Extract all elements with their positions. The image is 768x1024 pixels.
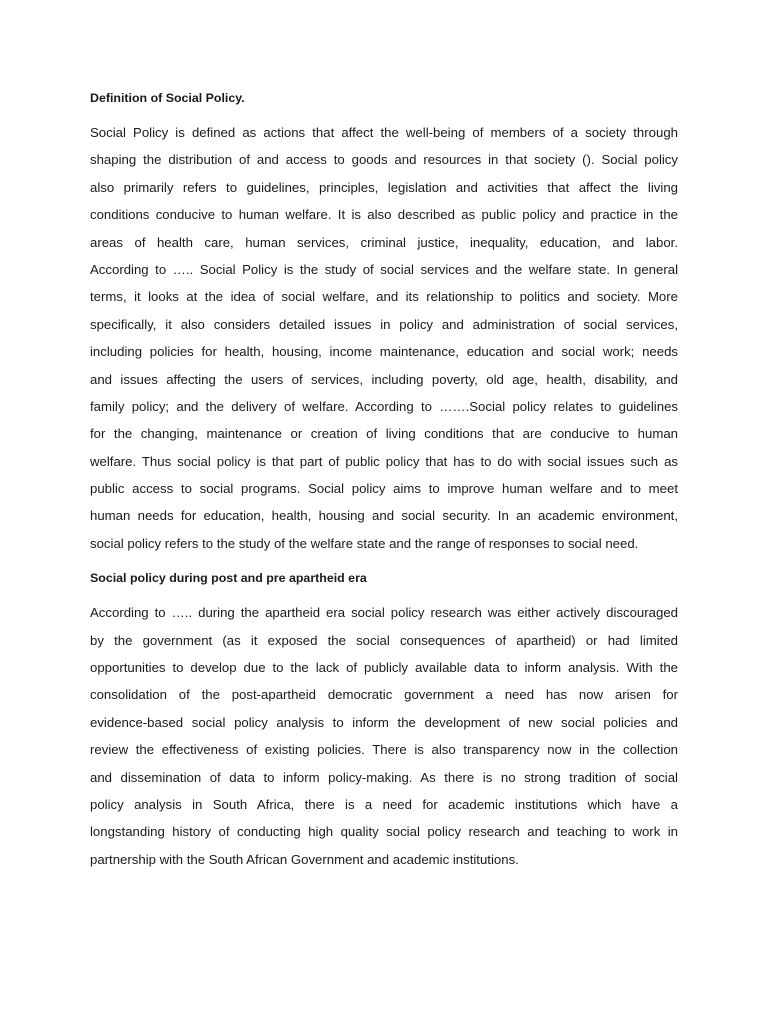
text-line: Social Policy is defined as actions that affect the well-being of members of a society through xyxy=(90,125,678,140)
text-line: conditions conducive to human welfare. It is also described as public policy and practice in the xyxy=(90,207,678,223)
text-line: public access to social programs. Social policy aims to improve human welfare and to meet xyxy=(90,481,678,497)
text-line: by the government (as it exposed the social consequences of apartheid) or had limited xyxy=(90,632,678,648)
text-line: for the changing, maintenance or creation of living conditions that are conducive to human xyxy=(90,426,678,442)
text-line: areas of health care, human services, criminal justice, inequality, education, and labor. xyxy=(90,234,678,250)
text-line: social policy refers to the study of the welfare state and the range of responses to social need. xyxy=(90,535,639,551)
text-line: partnership with the South African Government and academic institutions. xyxy=(90,851,519,867)
section-definition xyxy=(90,88,678,557)
text-line: also primarily refers to guidelines, principles, legislation and activities that affect the living xyxy=(90,179,678,195)
text-line: welfare. Thus social policy is that part of public policy that has to do with social issues such as xyxy=(90,453,678,469)
paragraph xyxy=(90,119,678,557)
text-line: longstanding history of conducting high quality social policy research and teaching to work in xyxy=(90,824,678,840)
document-body xyxy=(90,88,678,884)
text-line: shaping the distribution of and access to goods and resources in that society (). Social policy xyxy=(90,152,678,168)
section-heading: Definition of Social Policy. xyxy=(90,91,245,105)
text-line: evidence-based social policy analysis to inform the development of new social policies and xyxy=(90,714,678,730)
text-line: policy analysis in South Africa, there is a need for academic institutions which have a xyxy=(90,796,678,812)
section-heading: Social policy during post and pre apartheid era xyxy=(90,571,367,586)
paragraph xyxy=(90,599,678,873)
text-line: review the effectiveness of existing policies. There is also transparency now in the collection xyxy=(90,742,678,758)
text-line: human needs for education, health, housing and social security. In an academic environment, xyxy=(90,508,678,524)
text-line: specifically, it also considers detailed issues in policy and administration of social services, xyxy=(90,316,678,332)
text-line: According to ….. during the apartheid era social policy research was either actively discouraged xyxy=(90,605,678,621)
text-line: consolidation of the post-apartheid democratic government a need has now arisen for xyxy=(90,687,678,703)
text-line: According to ….. Social Policy is the study of social services and the welfare state. In general xyxy=(90,261,678,277)
text-line: family policy; and the delivery of welfare. According to …….Social policy relates to guidelines xyxy=(90,398,678,414)
text-line: terms, it looks at the idea of social welfare, and its relationship to politics and society. More xyxy=(90,289,678,305)
text-line: including policies for health, housing, income maintenance, education and social work; needs xyxy=(90,344,678,360)
text-line: and dissemination of data to inform policy-making. As there is no strong tradition of social xyxy=(90,769,678,785)
text-line: and issues affecting the users of services, including poverty, old age, health, disability, and xyxy=(90,371,678,387)
section-apartheid-era xyxy=(90,568,678,873)
text-line: opportunities to develop due to the lack of publicly available data to inform analysis. With the xyxy=(90,660,678,676)
